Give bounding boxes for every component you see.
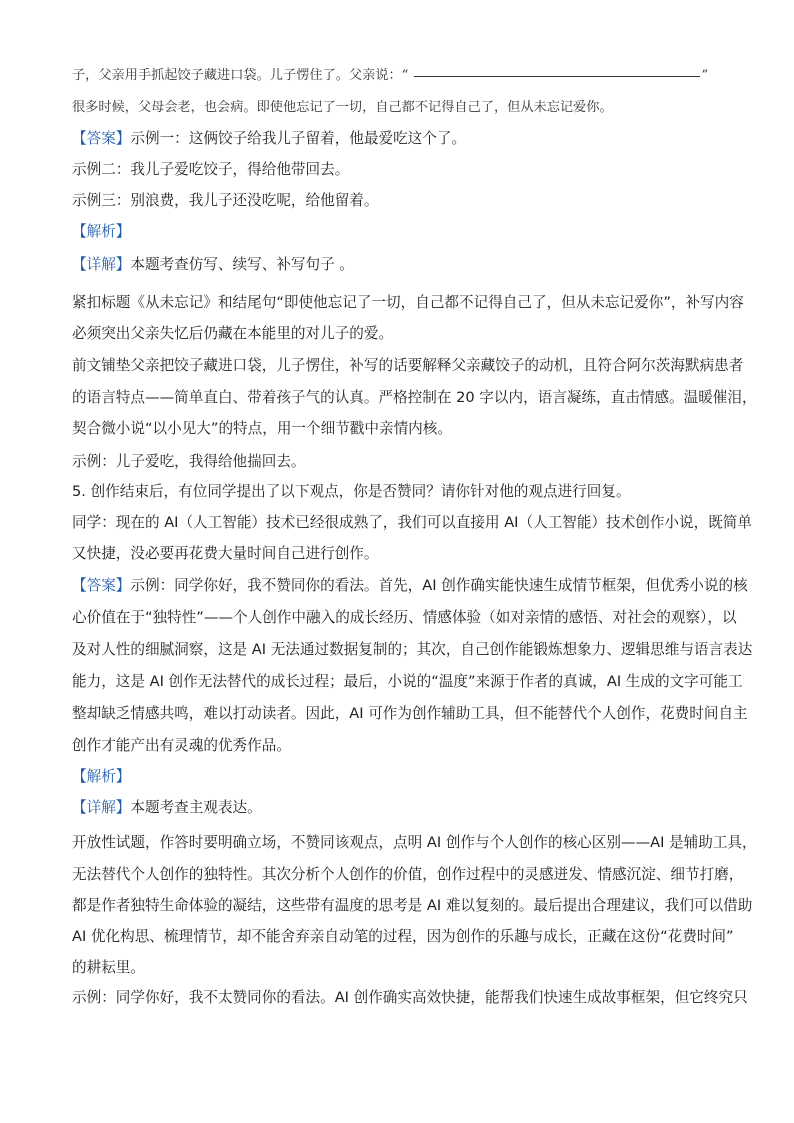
q4-detail-line: 的语言特点——简单直白、带着孩子气的认真。严格控制在 20 字以内，语言凝练，直击情感。温暖催泪，: [72, 389, 757, 406]
detail-tag: 【详解】: [72, 256, 131, 273]
q5-detail-line: AI 优化构思、梳理情节，却不能舍弃亲自动笔的过程，因为创作的乐趣与成长，正藏在这份“花费时间”: [72, 928, 734, 945]
q4-detail-line: 紧扣标题《从未忘记》和结尾句“即使他忘记了一切，自己都不记得自己了，但从未忘记爱你”，补写内容: [72, 294, 744, 311]
q5-answer-line: 能力，这是 AI 创作无法替代的成长过程；最后，小说的“温度”来源于作者的真诚，AI 生成的文字可能工: [72, 673, 743, 690]
q5-viewpoint-line: 同学：现在的 AI（人工智能）技术已经很成熟了，我们可以直接用 AI（人工智能）技术创作小说，既简单: [72, 514, 752, 531]
q4-detail-line: 契合微小说“以小见大”的特点，用一个细节戳中亲情内核。: [72, 420, 452, 437]
q5-question: 5. 创作结束后，有位同学提出了以下观点，你是否赞同？请你针对他的观点进行回复。: [72, 483, 631, 500]
detail-tag: 【详解】: [72, 799, 131, 816]
story-line-2: 很多时候，父母会老，也会病。即使他忘记了一切，自己都不记得自己了，但从未忘记爱你。: [72, 100, 613, 115]
q4-detail-line: 必须突出父亲失忆后仍藏在本能里的对儿子的爱。: [72, 325, 394, 342]
q5-answer-line: 及对人性的细腻洞察，这是 AI 无法通过数据复制的；其次，自己创作能锻炼想象力、逻辑思维与语言表达: [72, 641, 753, 658]
analysis-tag: 【解析】: [72, 768, 131, 785]
q5-detail-line: 的耕耘里。: [72, 959, 145, 976]
q4-answer-line-3: 示例三：别浪费，我儿子还没吃呢，给他留着。: [72, 192, 379, 209]
q5-viewpoint-line: 又快捷，没必要再花费大量时间自己进行创作。: [72, 545, 379, 562]
q5-detail-intro: 【详解】本题考查主观表达。: [72, 799, 262, 816]
q4-detail-line: 前文铺垫父亲把饺子藏进口袋，儿子愣住，补写的话要解释父亲藏饺子的动机，且符合阿尔茨海默病患者: [72, 357, 744, 374]
answer-tag: 【答案】: [72, 130, 131, 147]
q5-answer-line: 心价值在于“独特性”——个人创作中融入的成长经历、情感体验（如对亲情的感悟、对社会的观察），以: [72, 609, 737, 626]
story-line-1: 子，父亲用手抓起饺子藏进口袋。儿子愣住了。父亲说：“ ”: [72, 68, 709, 83]
answer-tag: 【答案】: [72, 577, 131, 594]
fill-in-blank: [414, 75, 700, 77]
q5-detail-example: 示例：同学你好，我不太赞同你的看法。AI 创作确实高效快捷，能帮我们快速生成故事框架，但它终究只: [72, 989, 748, 1006]
q5-detail-line: 都是作者独特生命体验的凝结，这些带有温度的思考是 AI 难以复刻的。最后提出合理建议，我们可以借助: [72, 897, 753, 914]
analysis-tag: 【解析】: [72, 223, 131, 240]
q5-answer-line: 创作才能产出有灵魂的优秀作品。: [72, 737, 291, 754]
q5-answer-line: 整却缺乏情感共鸣，难以打动读者。因此，AI 可作为创作辅助工具，但不能替代个人创作，花费时间自主: [72, 705, 748, 722]
q4-answer-line-2: 示例二：我儿子爱吃饺子，得给他带回去。: [72, 161, 350, 178]
q4-detail-example: 示例：儿子爱吃，我得给他揣回去。: [72, 453, 306, 470]
q5-detail-line: 无法替代个人创作的独特性。其次分析个人创作的价值，创作过程中的灵感迸发、情感沉淀、细节打磨，: [72, 866, 744, 883]
q4-detail-intro: 【详解】本题考查仿写、续写、补写句子 。: [72, 256, 354, 273]
q5-detail-line: 开放性试题，作答时要明确立场，不赞同该观点，点明 AI 创作与个人创作的核心区别——AI 是辅助工具，: [72, 834, 757, 851]
q5-answer-line-1: 【答案】示例：同学你好，我不赞同你的看法。首先，AI 创作确实能快速生成情节框架，但优秀小说的核: [72, 577, 748, 594]
q4-answer-line-1: 【答案】示例一：这俩饺子给我儿子留着，他最爱吃这个了。: [72, 130, 467, 147]
